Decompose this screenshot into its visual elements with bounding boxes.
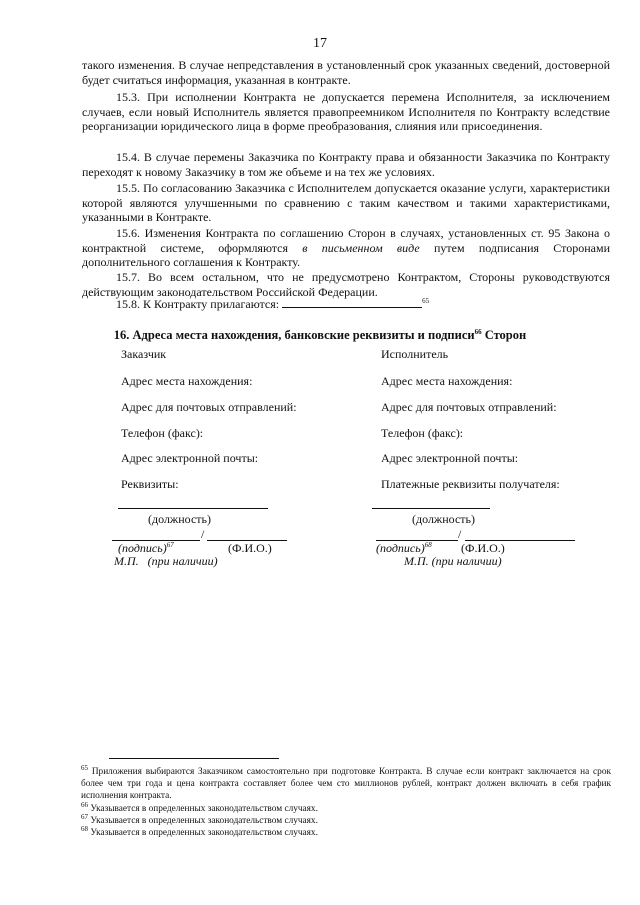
section-16-title-end: Сторон xyxy=(481,328,527,342)
footnote-text: Указывается в определенных законодательством случаях. xyxy=(88,816,318,826)
footnote-68 xyxy=(81,824,611,839)
contractor-position-label: (должность) xyxy=(412,512,475,526)
footnote-text: Указывается в определенных законодательством случаях. xyxy=(88,828,318,838)
footnote-num: 66 xyxy=(81,800,88,809)
customer-phone-label: Телефон (факс): xyxy=(121,426,204,440)
customer-position-label: (должность) xyxy=(148,512,211,526)
contractor-details-label: Платежные реквизиты получателя: xyxy=(381,477,560,491)
customer-seal-label: М.П. (при наличии) xyxy=(114,554,218,568)
paragraph-15-4: 15.4. В случае перемены Заказчика по Контракту права и обязанности Заказчика по Контракту переходят к новому Заказчику в том же объеме и на тех же условиях. xyxy=(82,150,610,179)
customer-mail-label: Адрес для почтовых отправлений: xyxy=(121,400,297,414)
contractor-fio-label: (Ф.И.О.) xyxy=(461,541,505,555)
contractor-header: Исполнитель xyxy=(381,347,449,361)
section-16-heading xyxy=(0,328,640,343)
customer-details-label: Реквизиты: xyxy=(121,477,179,491)
section-16-title: 16. Адреса места нахождения, банковские реквизиты и подписи xyxy=(113,328,475,342)
footnote-text: Указывается в определенных законодательством случаях. xyxy=(88,804,318,814)
footnote-num: 67 xyxy=(81,812,88,821)
paragraph-15-6-text-b: путем подписания Сторонами дополнительного соглашения к Контракту. xyxy=(82,240,611,269)
paragraph-15-6 xyxy=(82,226,610,270)
paragraph-15-6-emphasis: в письменном виде xyxy=(302,240,420,255)
customer-sign-text: (подпись) xyxy=(118,541,167,555)
contractor-mail-label: Адрес для почтовых отправлений: xyxy=(381,400,557,414)
footnote-66 xyxy=(81,800,611,815)
customer-fio-label: (Ф.И.О.) xyxy=(228,541,272,555)
customer-slash: / xyxy=(201,527,205,541)
paragraph-15-3: 15.3. При исполнении Контракта не допускается перемена Исполнителя, за исключением случаев, если новый Исполнитель является правопреемником Исполнителя по Контракту вследствие реорганизации юридического лица в форме преобразования, слияния или присоединения. xyxy=(82,90,610,133)
footnote-ref-66: 66 xyxy=(474,327,482,336)
footnote-ref-68: 68 xyxy=(424,541,432,549)
customer-address-label: Адрес места нахождения: xyxy=(121,374,253,388)
footnote-ref-65: 65 xyxy=(422,297,430,305)
footnote-num: 68 xyxy=(81,824,88,833)
paragraph-15-7: 15.7. Во всем остальном, что не предусмотрено Контрактом, Стороны руководствуются действующим законодательством Российской Федерации. xyxy=(82,270,610,299)
footnote-separator xyxy=(109,758,279,759)
contractor-phone-label: Телефон (факс): xyxy=(381,426,464,440)
footnote-text: Приложения выбираются Заказчиком самостоятельно при подготовке Контракта. В случае если контракт заключается на срок более чем три года и цена контракта составляет более чем сто миллионов рублей, контракт должен включать в себя график исполнения контракта. xyxy=(81,767,611,801)
contractor-email-label: Адрес электронной почты: xyxy=(381,451,519,465)
paragraph-15-6-text-a: 15.6. Изменения Контракта по соглашению Сторон в случаях, установленных ст. 95 Закона о контрактной системе, оформляются xyxy=(82,226,610,255)
footnote-67 xyxy=(81,812,611,827)
customer-position-line xyxy=(118,508,268,509)
contractor-address-label: Адрес места нахождения: xyxy=(381,374,513,388)
contractor-slash: / xyxy=(458,527,462,541)
footnote-65 xyxy=(81,763,611,802)
paragraph-continuation: такого изменения. В случае непредставления в установленный срок указанных сведений, достоверной будет считаться информация, указанная в контракте. xyxy=(82,58,610,87)
contractor-position-line xyxy=(372,508,490,509)
contractor-sign-text: (подпись) xyxy=(376,541,425,555)
paragraph-15-5: 15.5. По согласованию Заказчика с Исполнителем допускается оказание услуги, характеристики которой являются улучшенными по сравнению с таким качеством и такими характеристиками, указанными в Контракте. xyxy=(82,181,610,224)
page-number: 17 xyxy=(313,36,327,51)
contractor-seal-label: М.П. (при наличии) xyxy=(404,554,502,568)
customer-email-label: Адрес электронной почты: xyxy=(121,451,259,465)
paragraph-15-8 xyxy=(82,297,610,312)
attachments-blank-line xyxy=(282,297,422,308)
paragraph-15-8-text: 15.8. К Контракту прилагаются: xyxy=(116,297,280,311)
footnote-ref-67: 67 xyxy=(166,541,174,549)
customer-header: Заказчик xyxy=(121,347,167,361)
footnote-num: 65 xyxy=(81,763,88,772)
